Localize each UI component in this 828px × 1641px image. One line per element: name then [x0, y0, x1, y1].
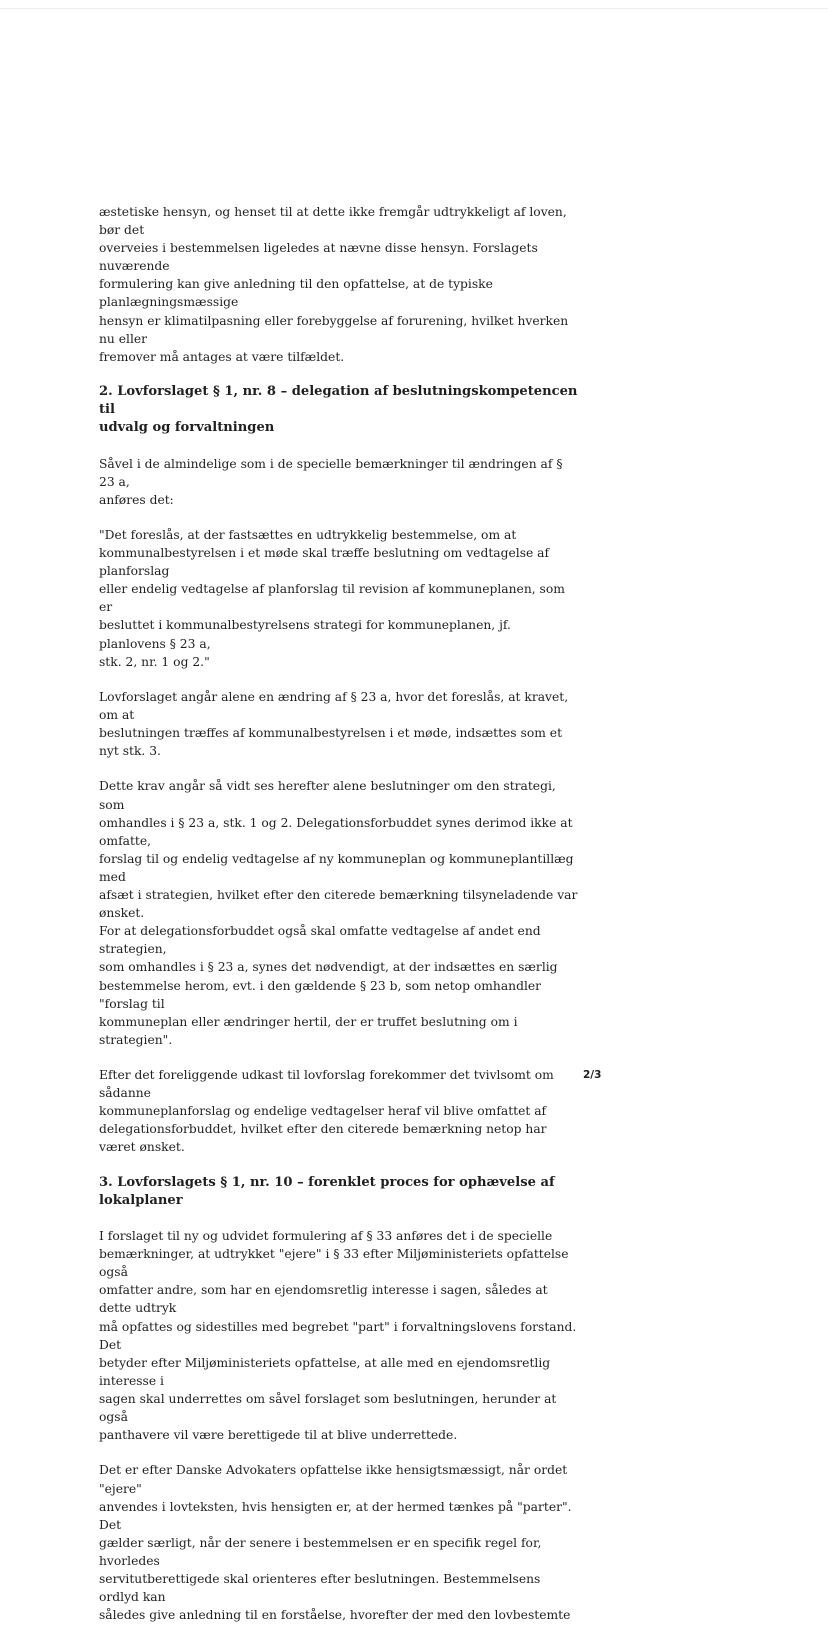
page-edge: [0, 8, 828, 9]
paragraph: Såvel i de almindelige som i de specielle bemærkninger til ændringen af § 23 a, anføres det:: [99, 456, 563, 507]
paragraph: Efter det foreliggende udkast til lovforslag forekommer det tvivlsomt om sådanne kommuneplanforslag og endelige vedtagelser heraf vil blive omfattet af delegationsforbuddet, hvilket efter den citerede bemærkning netop har været ønsket.: [99, 1068, 554, 1155]
quoted-paragraph: "Det foreslås, at der fastsættes en udtrykkelig bestemmelse, om at kommunalbestyrelsen i et møde skal træffe beslutning om vedtagelse af planforslag eller endelig vedtagelse af planforslag til revision af kommuneplanen, som er besluttet i kommunalbestyrelsens strategi for kommuneplanen, jf. planlovens § 23 a, stk. 2, nr. 1 og 2.": [99, 527, 565, 669]
paragraph: Dette krav angår så vidt ses herefter alene beslutninger om den strategi, som omhandles i § 23 a, stk. 1 og 2. Delegationsforbuddet synes derimod ikke at omfatte, forslag til og endelig vedtagelse af ny kommuneplan og kommuneplantillæg med afsæt i strategien, hvilket efter den citerede bemærkning tilsyneladende var ønsket. For at delegationsforbuddet også skal omfatte vedtagelse af andet end strategien, som omhandles i § 23 a, synes det nødvendigt, at der indsættes en særlig bestemmelse herom, evt. i den gældende § 23 b, som netop omhandler "forslag til kommuneplan eller ændringer hertil, der er truffet beslutning om i strategien".: [99, 779, 578, 1047]
document-body: [99, 203, 579, 1641]
paragraph: I forslaget til ny og udvidet formulering af § 33 anføres det i de specielle bemærkninger, at udtrykket "ejere" i § 33 efter Miljøministeriets opfattelse også omfatter andre, som har en ejendomsretlig interesse i sagen, således at dette udtryk må opfattes og sidestilles med begrebet "part" i forvaltningslovens forstand. Det betyder efter Miljøministeriets opfattelse, at alle med en ejendomsretlig interesse i sagen skal underrettes om såvel forslaget som beslutningen, herunder at også panthavere vil være berettigede til at blive underrettede.: [99, 1229, 577, 1443]
paragraph: Det er efter Danske Advokaters opfattelse ikke hensigtsmæssigt, når ordet "ejere" anvendes i lovteksten, hvis hensigten er, at der hermed tænkes på "parter". Det gælder særligt, når der senere i bestemmelsen er en specifik regel for, hvorledes servitutberettigede skal orienteres efter beslutningen. Bestemmelsens ordlyd kan således give anledning til en forståelse, hvorefter der med den lovbestemte: [99, 1463, 572, 1623]
section-heading: 3. Lovforslagets § 1, nr. 10 – forenklet proces for ophævelse af lokalplaner: [99, 1174, 555, 1208]
section-heading: 2. Lovforslaget § 1, nr. 8 – delegation af beslutningskompetencen til udvalg og forvaltningen: [99, 384, 578, 436]
page-number: 2/3: [583, 1069, 602, 1081]
paragraph: æstetiske hensyn, og henset til at dette ikke fremgår udtrykkeligt af loven, bør det overveies i bestemmelsen ligeledes at nævne disse hensyn. Forslagets nuværende formulering kan give anledning til den opfattelse, at de typiske planlægningsmæssige hensyn er klimatilpasning eller forebyggelse af forurening, hvilket hverken nu eller fremover må antages at være tilfældet.: [99, 205, 569, 364]
paragraph: Lovforslaget angår alene en ændring af § 23 a, hvor det foreslås, at kravet, om at beslutningen træffes af kommunalbestyrelsen i et møde, indsættes som et nyt stk. 3.: [99, 689, 569, 759]
